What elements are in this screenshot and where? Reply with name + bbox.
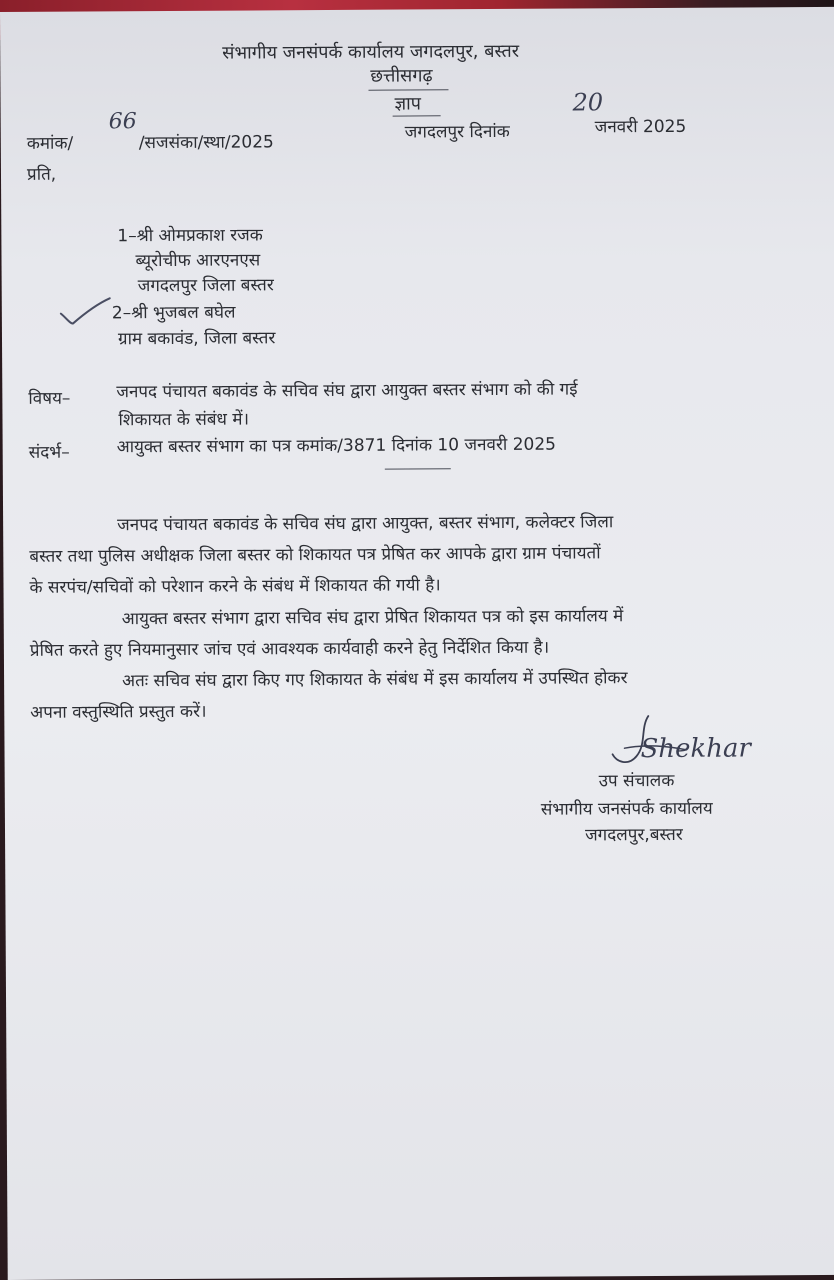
reference-text: आयुक्त बस्तर संभाग का पत्र कमांक/3871 दिनांक 10 जनवरी 2025 xyxy=(116,434,557,458)
reference-label: संदर्भ– xyxy=(28,442,70,463)
state-underline xyxy=(368,89,448,90)
subject-line-2: शिकायत के संबंध में। xyxy=(118,409,250,431)
letter-number-prefix: कमांक/ xyxy=(26,133,74,154)
recipient-1-designation: ब्यूरोचीफ आरएनएस xyxy=(135,250,261,272)
recipient-2-name: 2–श्री भुजबल बघेल xyxy=(111,302,236,324)
separator-line xyxy=(385,468,451,469)
subject-label: विषय– xyxy=(28,388,71,409)
memo-underline xyxy=(393,115,441,116)
date-handwritten: 20 xyxy=(572,88,604,117)
paragraph-3-line-2: अपना वस्तुस्थिति प्रस्तुत करें। xyxy=(30,701,207,723)
signatory-place: जगदलपुर,बस्तर xyxy=(584,824,683,846)
state-name: छत्तीसगढ़ xyxy=(370,65,433,87)
paragraph-1-line-3: के सरपंच/सचिवों को परेशान करने के संबंध में शिकायत की गयी है। xyxy=(29,575,441,598)
subject-line-1: जनपद पंचायत बकावंड के सचिव संघ द्वारा आयुक्त बस्तर संभाग को की गई xyxy=(116,379,578,403)
recipient-1-name: 1–श्री ओमप्रकाश रजक xyxy=(117,225,263,247)
letter-page xyxy=(0,7,834,1280)
paragraph-2-line-1: आयुक्त बस्तर संभाग द्वारा सचिव संघ द्वारा प्रेषित शिकायत पत्र को इस कार्यालय में xyxy=(121,606,624,630)
paragraph-2-line-2: प्रेषित करते हुए नियमानुसार जांच एवं आवश्यक कार्यवाही करने हेतु निर्देशित किया है। xyxy=(29,637,550,661)
recipient-1-place: जगदलपुर जिला बस्तर xyxy=(137,275,274,297)
paragraph-2 xyxy=(30,601,624,667)
prati-label: प्रति, xyxy=(26,164,57,185)
letter-number-suffix: /सजसंका/स्था/2025 xyxy=(138,132,274,154)
memo-label: ज्ञाप xyxy=(394,93,422,115)
recipient-2-place: ग्राम बकावंड, जिला बस्तर xyxy=(117,328,276,350)
paragraph-1 xyxy=(29,507,614,604)
paragraph-3-line-1: अतः सचिव संघ द्वारा किए गए शिकायत के संबंध में इस कार्यालय में उपस्थित होकर xyxy=(122,668,628,692)
letter-number-handwritten: 66 xyxy=(108,109,137,135)
paragraph-3 xyxy=(30,663,628,729)
place-date-label: जगदलपुर दिनांक xyxy=(404,121,510,143)
date-month-year: जनवरी 2025 xyxy=(594,116,687,138)
signatory-office: संभागीय जनसंपर्क कार्यालय xyxy=(540,798,713,820)
signature-handwritten: Shekhar xyxy=(640,733,751,765)
tick-mark-icon xyxy=(58,295,114,327)
signatory-designation: उप संचालक xyxy=(598,770,675,792)
paragraph-1-line-2: बस्तर तथा पुलिस अधीक्षक जिला बस्तर को शिकायत पत्र प्रेषित कर आपके द्वारा ग्राम पंचायतों xyxy=(29,543,601,567)
paragraph-1-line-1: जनपद पंचायत बकावंड के सचिव संघ द्वारा आयुक्त, बस्तर संभाग, कलेक्टर जिला xyxy=(117,512,614,536)
office-heading: संभागीय जनसंपर्क कार्यालय जगदलपुर, बस्तर xyxy=(222,40,520,64)
